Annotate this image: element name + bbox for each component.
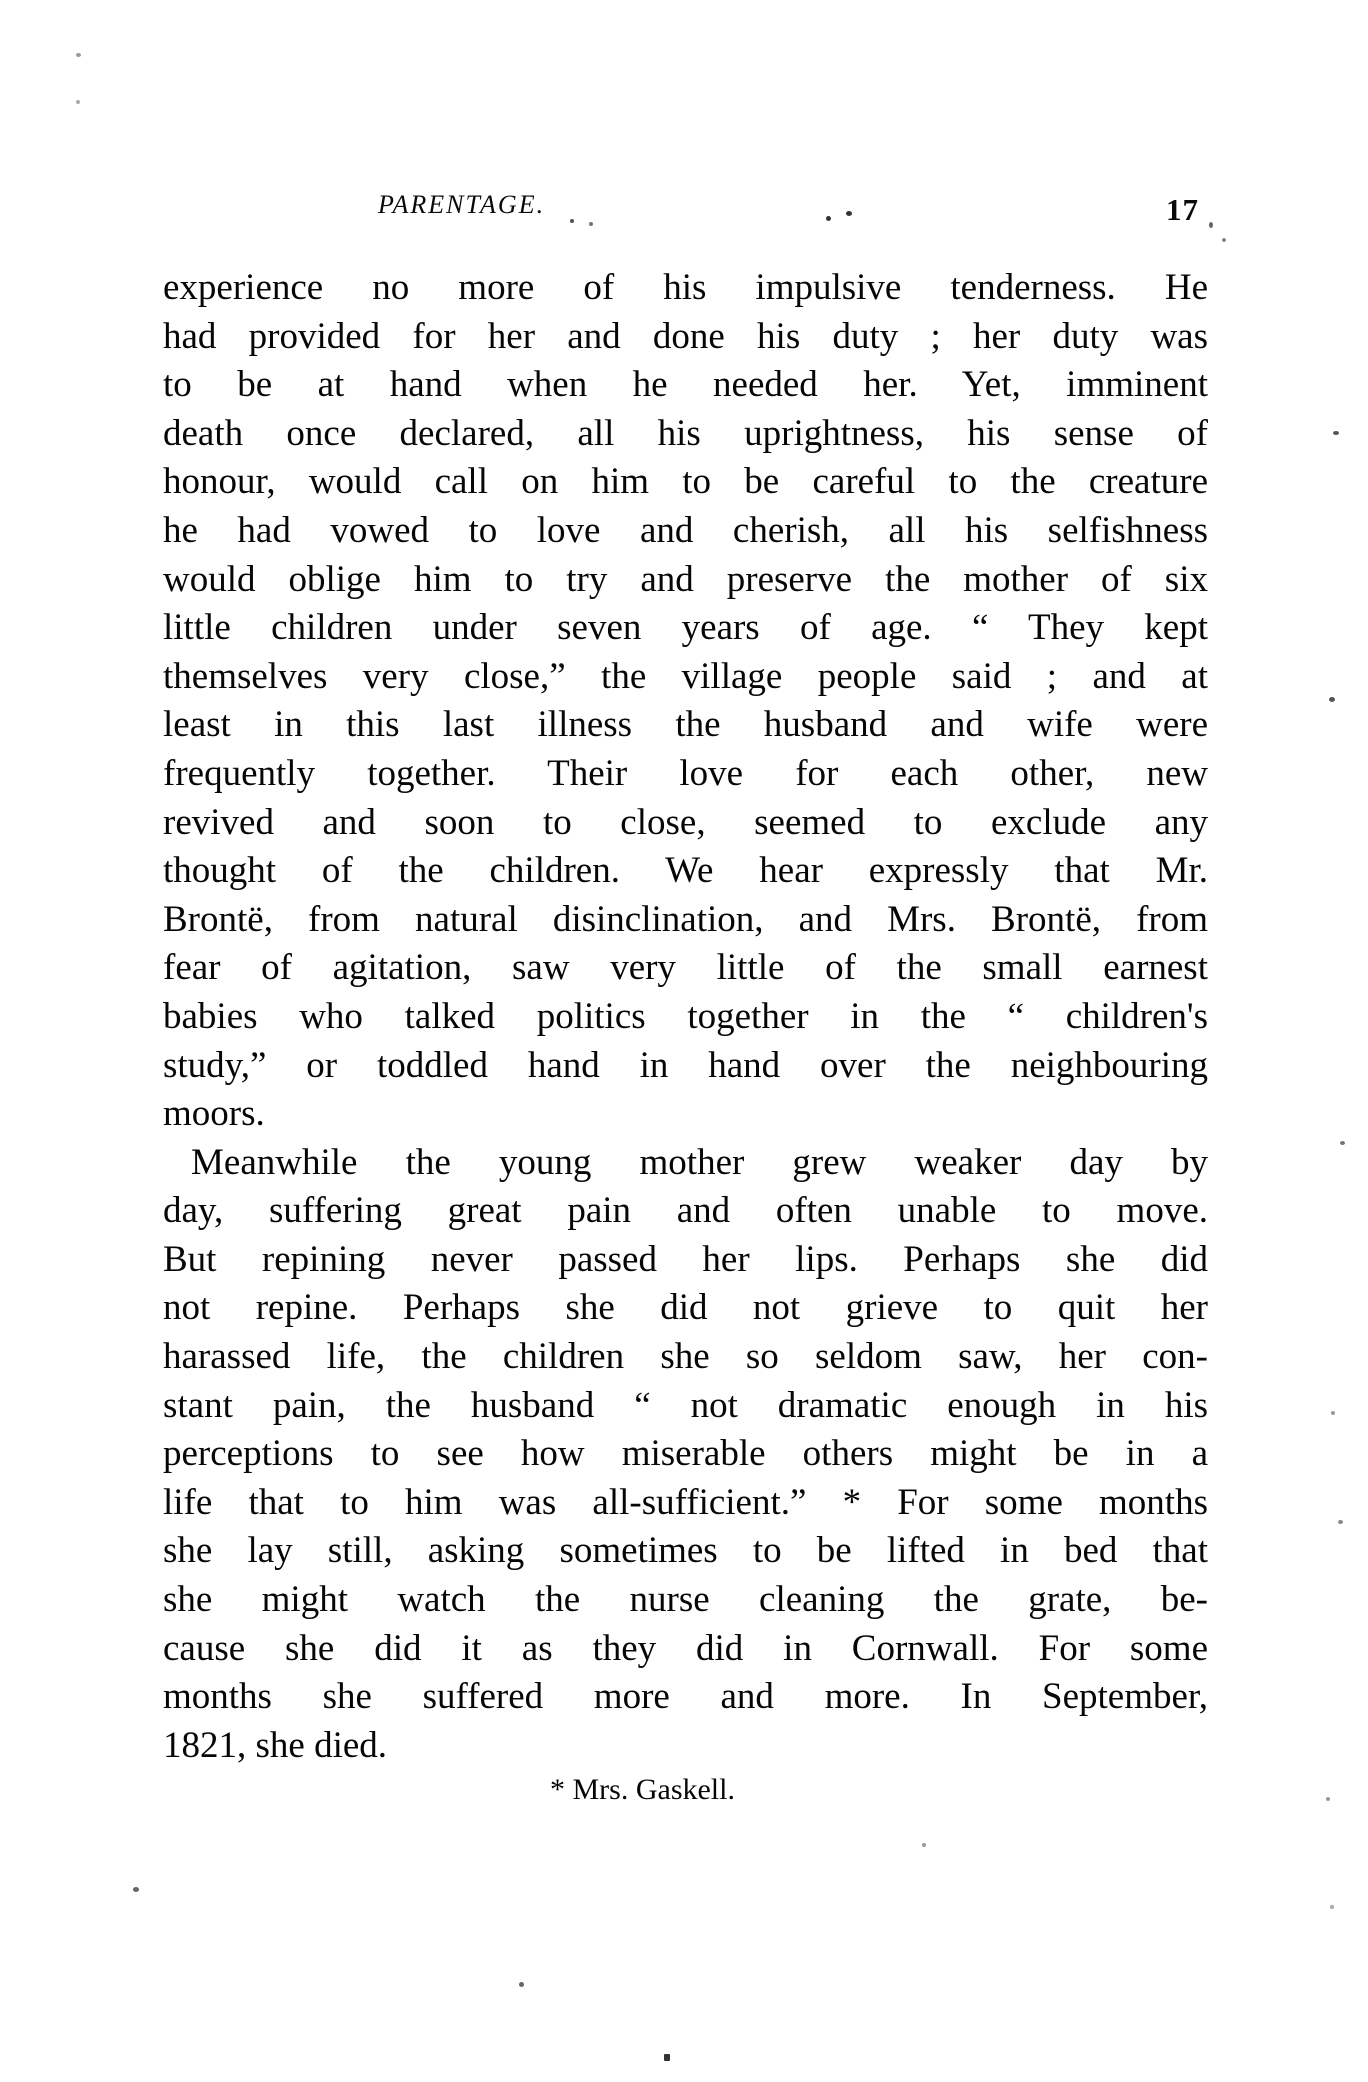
- scan-speck: [570, 219, 574, 223]
- text-line: Brontë, from natural disinclination, and Mrs. Brontë, from: [163, 898, 1208, 940]
- text-line: stant pain, the husband “ not dramatic enough in his: [163, 1384, 1208, 1426]
- text-line: death once declared, all his uprightness, his sense of: [163, 412, 1208, 454]
- text-line: honour, would call on him to be careful to the creature: [163, 461, 1208, 503]
- text-line: 1821, she died.: [163, 1724, 388, 1766]
- text-line: study,” or toddled hand in hand over the neighbouring: [163, 1044, 1208, 1086]
- text-line: perceptions to see how miserable others might be in a: [163, 1433, 1208, 1475]
- scan-speck: [664, 2054, 670, 2061]
- scan-speck: [1209, 222, 1213, 228]
- text-line: had provided for her and done his duty ; her duty was: [163, 315, 1208, 357]
- text-line: thought of the children. We hear expressly that Mr.: [163, 850, 1208, 892]
- text-line: to be at hand when he needed her. Yet, imminent: [163, 364, 1208, 406]
- scan-speck: [133, 1887, 139, 1892]
- text-line: cause she did it as they did in Cornwall. For some: [163, 1627, 1208, 1669]
- text-line: would oblige him to try and preserve the mother of six: [163, 558, 1208, 600]
- footnote: * Mrs. Gaskell.: [550, 1773, 735, 1806]
- scan-speck: [76, 100, 80, 104]
- text-line: months she suffered more and more. In September,: [163, 1676, 1208, 1718]
- scan-speck: [1326, 1797, 1330, 1801]
- scan-speck: [76, 53, 81, 57]
- text-line: she might watch the nurse cleaning the grate, be-: [163, 1579, 1208, 1621]
- text-line: experience no more of his impulsive tenderness. He: [163, 267, 1208, 308]
- text-line: fear of agitation, saw very little of the small earnest: [163, 947, 1208, 989]
- scan-speck: [1330, 1905, 1334, 1909]
- scan-speck: [1340, 1141, 1345, 1145]
- scan-speck: [846, 211, 852, 216]
- text-line: little children under seven years of age. “ They kept: [163, 607, 1208, 649]
- scan-speck: [1338, 1520, 1343, 1524]
- text-line: least in this last illness the husband and wife were: [163, 704, 1208, 746]
- running-header-title: PARENTAGE.: [378, 190, 546, 219]
- scan-speck: [922, 1843, 926, 1847]
- text-line: day, suffering great pain and often unable to move.: [163, 1190, 1208, 1232]
- scan-speck: [826, 216, 831, 221]
- scan-speck: [519, 1982, 524, 1987]
- text-line: frequently together. Their love for each other, new: [163, 752, 1208, 794]
- text-line: not repine. Perhaps she did not grieve to quit her: [163, 1287, 1208, 1329]
- text-line: But repining never passed her lips. Perhaps she did: [163, 1238, 1208, 1280]
- scan-speck: [1331, 1411, 1335, 1415]
- text-line: Meanwhile the young mother grew weaker day by: [191, 1141, 1208, 1183]
- text-line: themselves very close,” the village people said ; and at: [163, 655, 1208, 697]
- text-line: revived and soon to close, seemed to exclude any: [163, 801, 1208, 843]
- scan-speck: [1329, 697, 1335, 702]
- page-number: 17: [1166, 192, 1199, 227]
- page-body-text: [163, 264, 1208, 1770]
- scan-speck: [589, 222, 593, 226]
- text-line: she lay still, asking sometimes to be lifted in bed that: [163, 1530, 1208, 1572]
- scan-speck: [1222, 238, 1226, 242]
- text-line: babies who talked politics together in the “ children's: [163, 995, 1208, 1037]
- text-line: harassed life, the children she so seldom saw, her con-: [163, 1336, 1208, 1378]
- text-line: life that to him was all-sufficient.” * For some months: [163, 1481, 1208, 1523]
- scan-speck: [1333, 431, 1339, 435]
- text-line: moors.: [163, 1093, 265, 1135]
- text-line: he had vowed to love and cherish, all his selfishness: [163, 509, 1208, 551]
